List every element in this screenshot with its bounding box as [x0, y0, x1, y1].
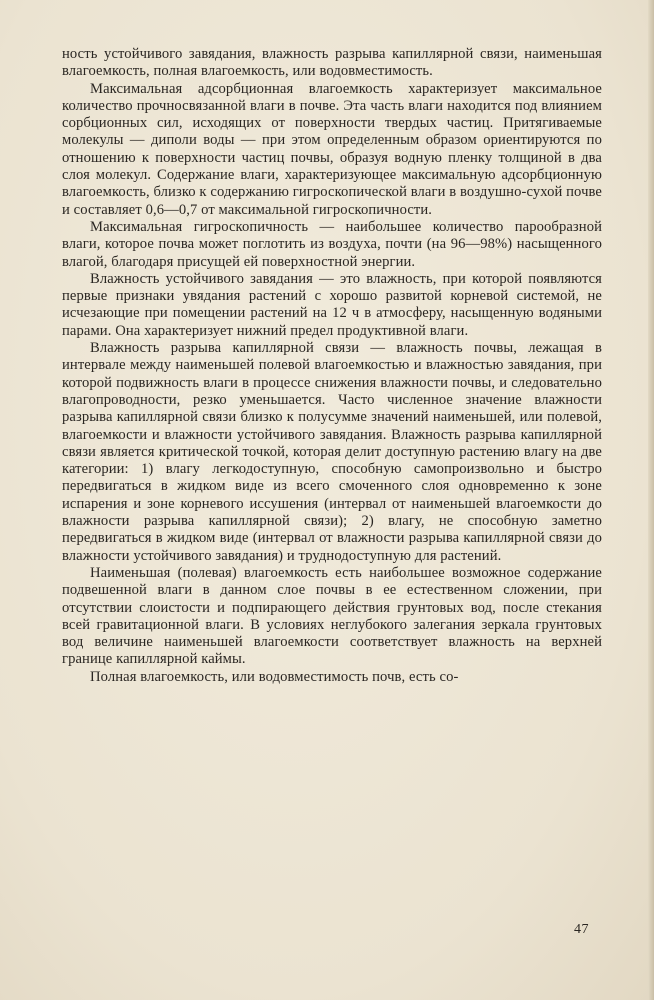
- page-number: 47: [574, 922, 589, 937]
- paragraph-full-capacity: Полная влагоемкость, или водовместимость почв, есть со-: [90, 668, 459, 685]
- paragraph-wilting-point: Влажность устойчивого завядания — это влажность, при которой появляются первые признаки увядания растений с хорошо развитой корневой системой, не исчезающие при помещении растений на 12 ч в атмосферу, насыщенную водяными парами. Она характеризует нижний предел продуктивной влаги.: [62, 270, 602, 339]
- page-edge-shadow: [648, 0, 654, 1000]
- paragraph-max-adsorption-capacity: Максимальная адсорбционная влагоемкость характеризует максимальное количество прочносвязанной влаги в почве. Эта часть влаги находится под влиянием сорбционных сил, исходящих от поверхности твердых частиц. Притягиваемые молекулы — диполи воды — при этом определенным образом ориентируются по отношению к поверхности частиц почвы, образуя водную пленку толщиной в два слоя молекул. Содержание влаги, характеризующее максимальную адсорбционную влагоемкость, близко к содержанию гигроскопической влаги в воздушно-сухой почве и составляет 0,6—0,7 от максимальной гигроскопичности.: [62, 80, 602, 218]
- paragraph-continuation: ность устойчивого завядания, влажность разрыва капиллярной связи, наименьшая влагоемкость, полная влагоемкость, или водовместимость.: [62, 46, 602, 80]
- paragraph-max-hygroscopicity: Максимальная гигроскопичность — наибольшее количество парообразной влаги, которое почва может поглотить из воздуха, почти (на 96—98%) насыщенного влагой, благодаря присущей ей поверхностной энергии.: [62, 218, 602, 270]
- body-text: [62, 46, 602, 686]
- paragraph-capillary-break-moisture: Влажность разрыва капиллярной связи — влажность почвы, лежащая в интервале между наименьшей полевой влагоемкостью и влажностью завядания, при которой подвижность влаги в процессе снижения влажности почвы, и следовательно влагопроводности, резко уменьшается. Часто численное значение влажности разрыва капиллярной связи близко к полусумме значений наименьшей, или полевой, влагоемкости и влажности устойчивого завядания. Влажность разрыва капиллярной связи является критической точкой, которая делит доступную растению влагу на две категории: 1) влагу легкодоступную, способную самопроизвольно и быстро передвигаться в жидком виде из всего смоченного слоя одновременно к зоне испарения и зоне корневого иссушения (интервал от наименьшей влагоемкости до влажности разрыва капиллярной связи); 2) влагу, не способную заметно передвигаться в жидком виде (интервал от влажности разрыва капиллярной связи до влажности устойчивого завядания) и труднодоступную для растений.: [62, 340, 602, 564]
- paragraph-field-capacity: Наименьшая (полевая) влагоемкость есть наибольшее возможное содержание подвешенной влаги в данном слое почвы в ее естественном сложении, при отсутствии слоистости и подпирающего действия грунтовых вод, после стекания всей гравитационной влаги. В условиях неглубокого залегания зеркала грунтовых вод величине наименьшей влагоемкости соответствует влажность на верхней границе капиллярной каймы.: [62, 564, 602, 668]
